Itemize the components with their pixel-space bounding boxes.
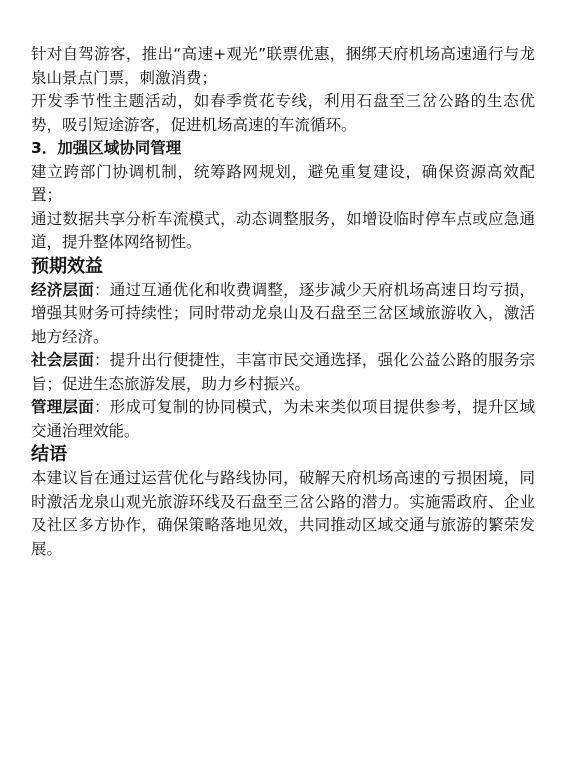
social-label: 社会层面 [31,351,95,369]
conclusion-heading: 结语 [31,444,67,465]
paragraph-conclusion: 本建议旨在通过运营优化与路线协同，破解天府机场高速的亏损困境，同时激活龙泉山观光旅游环线及石盘至三岔公路的潜力。实施需政府、企业及社区多方协作，确保策略落地见效，共同推动区域交通与旅游的繁荣发展。 [31,469,535,558]
paragraph-seasonal-activities: 开发季节性主题活动，如春季赏花专线，利用石盘至三岔公路的生态优势，吸引短途游客，促进机场高速的车流循环。 [31,92,535,134]
paragraph-combo-ticket: 针对自驾游客，推出“高速+观光”联票优惠，捆绑天府机场高速通行与龙泉山景点门票，刺激消费； [31,45,535,87]
section-3-title: 3．加强区域协同管理 [31,139,182,157]
paragraph-data-sharing: 通过数据共享分析车流模式，动态调整服务，如增设临时停车点或应急通道，提升整体网络韧性。 [31,209,535,251]
paragraph-economic-benefit [31,279,535,350]
benefits-heading: 预期效益 [31,255,103,277]
paragraph-social-benefit [31,349,535,396]
management-text: ：形成可复制的协同模式，为未来类似项目提供参考，提升区域交通治理效能。 [31,398,535,440]
paragraph-management-benefit [31,396,535,443]
social-text: ：提升出行便捷性，丰富市民交通选择，强化公益公路的服务宗旨；促进生态旅游发展，助力乡村振兴。 [31,351,535,393]
economic-text: ：通过互通优化和收费调整，逐步减少天府机场高速日均亏损，增强其财务可持续性；同时带动龙泉山及石盘至三岔区域旅游收入，激活地方经济。 [31,280,535,346]
management-label: 管理层面 [31,398,95,416]
economic-label: 经济层面 [31,280,95,299]
paragraph-coordination-mechanism: 建立跨部门协调机制，统筹路网规划，避免重复建设，确保资源高效配置； [31,162,535,204]
